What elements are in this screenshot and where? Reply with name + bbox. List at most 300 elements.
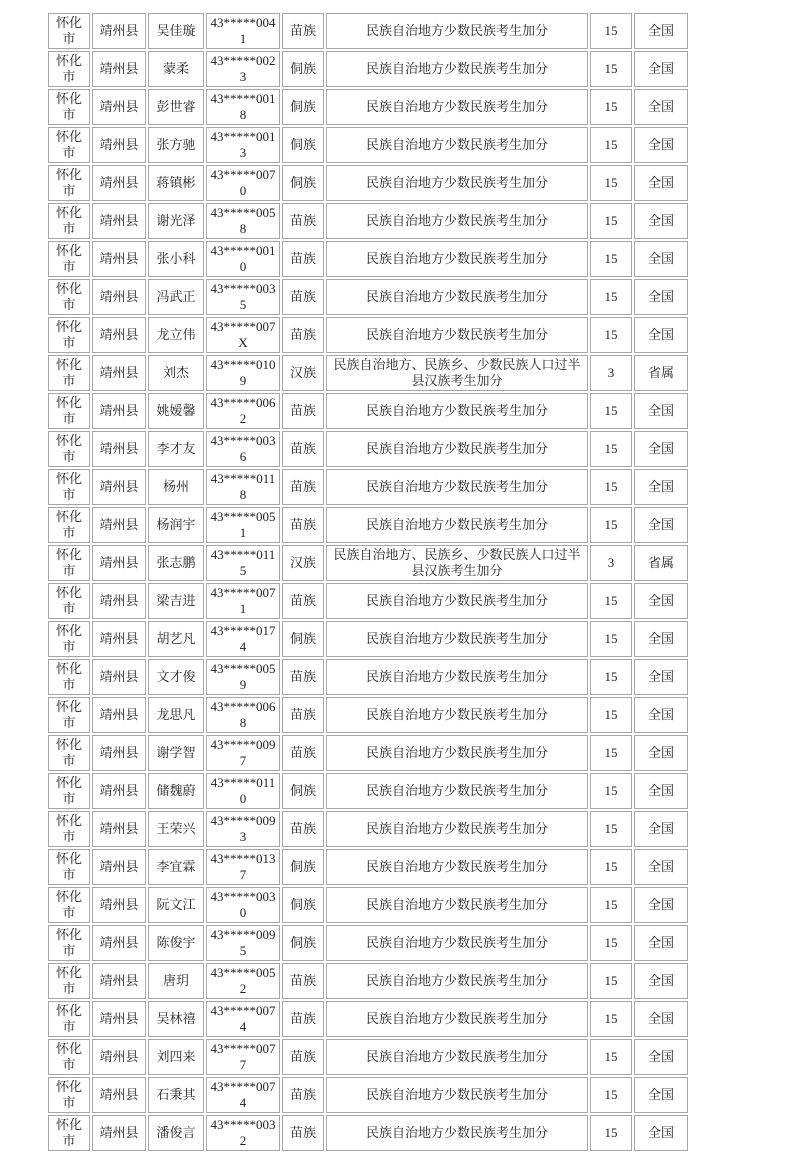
cell-bonus-reason: 民族自治地方、民族乡、少数民族人口过半县汉族考生加分 [326, 355, 588, 391]
cell-city: 怀化市 [48, 127, 90, 163]
cell-county: 靖州县 [92, 659, 146, 695]
cell-city: 怀化市 [48, 963, 90, 999]
cell-scope: 全国 [634, 659, 688, 695]
cell-city: 怀化市 [48, 1001, 90, 1037]
cell-scope: 全国 [634, 1039, 688, 1075]
cell-city: 怀化市 [48, 317, 90, 353]
cell-ethnicity: 苗族 [282, 317, 324, 353]
cell-exam-id [206, 89, 280, 125]
exam-id-line1: 43*****009 [210, 737, 276, 752]
table-row [48, 1039, 688, 1075]
cell-county: 靖州县 [92, 735, 146, 771]
cell-bonus-points: 15 [590, 431, 632, 467]
cell-bonus-reason: 民族自治地方少数民族考生加分 [326, 431, 588, 467]
exam-id-line2: 8 [239, 107, 247, 122]
table-row [48, 659, 688, 695]
cell-city: 怀化市 [48, 51, 90, 87]
exam-id-line1: 43*****017 [210, 623, 276, 638]
cell-exam-id [206, 963, 280, 999]
cell-student-name: 唐玥 [148, 963, 204, 999]
table-body [48, 13, 688, 1151]
cell-ethnicity: 侗族 [282, 89, 324, 125]
cell-bonus-reason: 民族自治地方少数民族考生加分 [326, 469, 588, 505]
cell-bonus-reason: 民族自治地方少数民族考生加分 [326, 507, 588, 543]
exam-id-line2: 7 [239, 1057, 247, 1072]
minority-bonus-roster-table [46, 11, 690, 1153]
cell-bonus-points: 15 [590, 849, 632, 885]
cell-student-name: 张小科 [148, 241, 204, 277]
cell-exam-id [206, 773, 280, 809]
cell-city: 怀化市 [48, 469, 90, 505]
cell-exam-id [206, 849, 280, 885]
exam-id-line1: 43*****001 [210, 129, 276, 144]
cell-county: 靖州县 [92, 621, 146, 657]
cell-bonus-reason: 民族自治地方少数民族考生加分 [326, 13, 588, 49]
cell-scope: 全国 [634, 507, 688, 543]
cell-county: 靖州县 [92, 1001, 146, 1037]
cell-student-name: 王荣兴 [148, 811, 204, 847]
cell-student-name: 胡艺凡 [148, 621, 204, 657]
cell-city: 怀化市 [48, 697, 90, 733]
cell-scope: 全国 [634, 13, 688, 49]
cell-exam-id [206, 241, 280, 277]
cell-exam-id [206, 621, 280, 657]
cell-bonus-points: 15 [590, 887, 632, 923]
exam-id-line2: 3 [239, 829, 247, 844]
cell-bonus-reason: 民族自治地方少数民族考生加分 [326, 1001, 588, 1037]
cell-bonus-reason: 民族自治地方少数民族考生加分 [326, 1039, 588, 1075]
table-row [48, 507, 688, 543]
table-row [48, 279, 688, 315]
exam-id-line1: 43*****007 [210, 319, 276, 334]
cell-city: 怀化市 [48, 773, 90, 809]
cell-county: 靖州县 [92, 355, 146, 391]
cell-ethnicity: 侗族 [282, 51, 324, 87]
cell-exam-id [206, 203, 280, 239]
table-row [48, 431, 688, 467]
cell-city: 怀化市 [48, 811, 90, 847]
cell-scope: 全国 [634, 203, 688, 239]
exam-id-line2: 8 [239, 715, 247, 730]
cell-bonus-reason: 民族自治地方少数民族考生加分 [326, 1077, 588, 1113]
table-row [48, 469, 688, 505]
cell-bonus-reason: 民族自治地方少数民族考生加分 [326, 887, 588, 923]
cell-scope: 全国 [634, 811, 688, 847]
cell-city: 怀化市 [48, 89, 90, 125]
exam-id-line1: 43*****009 [210, 813, 276, 828]
cell-county: 靖州县 [92, 13, 146, 49]
cell-scope: 省属 [634, 545, 688, 581]
table-row [48, 697, 688, 733]
cell-city: 怀化市 [48, 165, 90, 201]
cell-ethnicity: 苗族 [282, 203, 324, 239]
cell-county: 靖州县 [92, 849, 146, 885]
exam-id-line2: 1 [239, 31, 247, 46]
cell-ethnicity: 苗族 [282, 431, 324, 467]
cell-ethnicity: 苗族 [282, 659, 324, 695]
cell-student-name: 蒋镇彬 [148, 165, 204, 201]
cell-bonus-points: 15 [590, 165, 632, 201]
cell-bonus-reason: 民族自治地方少数民族考生加分 [326, 583, 588, 619]
exam-id-line1: 43*****003 [210, 1117, 276, 1132]
cell-scope: 全国 [634, 393, 688, 429]
cell-bonus-points: 15 [590, 1077, 632, 1113]
cell-city: 怀化市 [48, 659, 90, 695]
cell-student-name: 姚嫒馨 [148, 393, 204, 429]
table-row [48, 1077, 688, 1113]
table-row [48, 51, 688, 87]
exam-id-line1: 43*****006 [210, 699, 276, 714]
cell-bonus-points: 15 [590, 127, 632, 163]
cell-county: 靖州县 [92, 241, 146, 277]
cell-bonus-points: 15 [590, 317, 632, 353]
cell-ethnicity: 苗族 [282, 507, 324, 543]
table-row [48, 583, 688, 619]
cell-bonus-reason: 民族自治地方少数民族考生加分 [326, 659, 588, 695]
cell-bonus-reason: 民族自治地方少数民族考生加分 [326, 127, 588, 163]
cell-exam-id [206, 165, 280, 201]
cell-ethnicity: 苗族 [282, 279, 324, 315]
cell-ethnicity: 苗族 [282, 469, 324, 505]
cell-bonus-points: 15 [590, 1039, 632, 1075]
cell-city: 怀化市 [48, 925, 90, 961]
cell-bonus-reason: 民族自治地方少数民族考生加分 [326, 963, 588, 999]
cell-ethnicity: 侗族 [282, 165, 324, 201]
cell-exam-id [206, 925, 280, 961]
cell-exam-id [206, 355, 280, 391]
cell-scope: 全国 [634, 887, 688, 923]
cell-county: 靖州县 [92, 279, 146, 315]
table-row [48, 203, 688, 239]
cell-scope: 省属 [634, 355, 688, 391]
cell-bonus-reason: 民族自治地方少数民族考生加分 [326, 317, 588, 353]
exam-id-line1: 43*****001 [210, 243, 276, 258]
cell-county: 靖州县 [92, 887, 146, 923]
cell-county: 靖州县 [92, 773, 146, 809]
cell-county: 靖州县 [92, 469, 146, 505]
cell-bonus-points: 15 [590, 469, 632, 505]
cell-exam-id [206, 431, 280, 467]
cell-bonus-points: 15 [590, 925, 632, 961]
exam-id-line1: 43*****002 [210, 53, 276, 68]
cell-city: 怀化市 [48, 507, 90, 543]
exam-id-line2: 0 [239, 259, 247, 274]
table-row [48, 1115, 688, 1151]
cell-scope: 全国 [634, 279, 688, 315]
table-row [48, 317, 688, 353]
cell-exam-id [206, 469, 280, 505]
exam-id-line2: 4 [239, 1019, 247, 1034]
exam-id-line2: X [238, 335, 248, 350]
cell-exam-id [206, 51, 280, 87]
exam-id-line1: 43*****011 [210, 471, 276, 486]
exam-id-line2: 2 [239, 981, 247, 996]
cell-exam-id [206, 545, 280, 581]
cell-student-name: 杨润宇 [148, 507, 204, 543]
cell-scope: 全国 [634, 241, 688, 277]
table-row [48, 773, 688, 809]
cell-county: 靖州县 [92, 811, 146, 847]
cell-bonus-points: 15 [590, 963, 632, 999]
cell-bonus-points: 15 [590, 51, 632, 87]
cell-ethnicity: 汉族 [282, 355, 324, 391]
cell-bonus-reason: 民族自治地方少数民族考生加分 [326, 849, 588, 885]
cell-city: 怀化市 [48, 203, 90, 239]
cell-exam-id [206, 1039, 280, 1075]
cell-ethnicity: 苗族 [282, 13, 324, 49]
cell-exam-id [206, 13, 280, 49]
exam-id-line1: 43*****013 [210, 851, 276, 866]
cell-student-name: 梁吉进 [148, 583, 204, 619]
cell-ethnicity: 苗族 [282, 811, 324, 847]
table-row [48, 811, 688, 847]
cell-student-name: 吴佳璇 [148, 13, 204, 49]
table-row [48, 165, 688, 201]
cell-student-name: 张方驰 [148, 127, 204, 163]
exam-id-line1: 43*****005 [210, 509, 276, 524]
exam-id-line1: 43*****005 [210, 205, 276, 220]
cell-student-name: 刘杰 [148, 355, 204, 391]
cell-county: 靖州县 [92, 1077, 146, 1113]
cell-bonus-points: 15 [590, 241, 632, 277]
cell-student-name: 张志鹏 [148, 545, 204, 581]
cell-ethnicity: 苗族 [282, 583, 324, 619]
exam-id-line2: 9 [239, 677, 247, 692]
cell-city: 怀化市 [48, 241, 90, 277]
cell-county: 靖州县 [92, 203, 146, 239]
exam-id-line2: 1 [239, 525, 247, 540]
exam-id-line1: 43*****011 [210, 547, 276, 562]
cell-city: 怀化市 [48, 545, 90, 581]
cell-bonus-reason: 民族自治地方少数民族考生加分 [326, 279, 588, 315]
cell-scope: 全国 [634, 773, 688, 809]
cell-scope: 全国 [634, 925, 688, 961]
cell-city: 怀化市 [48, 279, 90, 315]
cell-bonus-points: 15 [590, 659, 632, 695]
cell-county: 靖州县 [92, 507, 146, 543]
table-row [48, 849, 688, 885]
exam-id-line1: 43*****006 [210, 395, 276, 410]
cell-bonus-reason: 民族自治地方少数民族考生加分 [326, 203, 588, 239]
exam-id-line2: 3 [239, 145, 247, 160]
cell-scope: 全国 [634, 89, 688, 125]
exam-id-line2: 0 [239, 183, 247, 198]
cell-ethnicity: 侗族 [282, 887, 324, 923]
cell-bonus-points: 15 [590, 773, 632, 809]
cell-bonus-reason: 民族自治地方少数民族考生加分 [326, 165, 588, 201]
cell-bonus-reason: 民族自治地方少数民族考生加分 [326, 621, 588, 657]
cell-scope: 全国 [634, 469, 688, 505]
cell-ethnicity: 苗族 [282, 1039, 324, 1075]
cell-city: 怀化市 [48, 621, 90, 657]
cell-scope: 全国 [634, 165, 688, 201]
cell-county: 靖州县 [92, 545, 146, 581]
cell-ethnicity: 苗族 [282, 1115, 324, 1151]
cell-scope: 全国 [634, 317, 688, 353]
exam-id-line2: 4 [239, 1095, 247, 1110]
cell-student-name: 蒙柔 [148, 51, 204, 87]
exam-id-line2: 7 [239, 753, 247, 768]
exam-id-line1: 43*****003 [210, 281, 276, 296]
cell-scope: 全国 [634, 849, 688, 885]
cell-city: 怀化市 [48, 431, 90, 467]
table-row [48, 735, 688, 771]
cell-bonus-reason: 民族自治地方少数民族考生加分 [326, 241, 588, 277]
exam-id-line2: 2 [239, 411, 247, 426]
cell-exam-id [206, 393, 280, 429]
cell-bonus-points: 15 [590, 89, 632, 125]
cell-exam-id [206, 507, 280, 543]
cell-exam-id [206, 697, 280, 733]
cell-bonus-points: 15 [590, 13, 632, 49]
cell-county: 靖州县 [92, 393, 146, 429]
cell-bonus-points: 15 [590, 1115, 632, 1151]
cell-bonus-points: 15 [590, 507, 632, 543]
cell-student-name: 石秉其 [148, 1077, 204, 1113]
cell-bonus-points: 15 [590, 583, 632, 619]
table-row [48, 925, 688, 961]
cell-student-name: 谢学智 [148, 735, 204, 771]
cell-bonus-points: 15 [590, 621, 632, 657]
cell-county: 靖州县 [92, 317, 146, 353]
cell-ethnicity: 侗族 [282, 849, 324, 885]
exam-id-line1: 43*****003 [210, 889, 276, 904]
cell-county: 靖州县 [92, 1115, 146, 1151]
exam-id-line2: 0 [239, 905, 247, 920]
cell-county: 靖州县 [92, 431, 146, 467]
cell-exam-id [206, 811, 280, 847]
cell-city: 怀化市 [48, 735, 90, 771]
cell-student-name: 储魏蔚 [148, 773, 204, 809]
table-row [48, 621, 688, 657]
cell-bonus-reason: 民族自治地方、民族乡、少数民族人口过半县汉族考生加分 [326, 545, 588, 581]
cell-exam-id [206, 1077, 280, 1113]
cell-student-name: 龙思凡 [148, 697, 204, 733]
cell-bonus-reason: 民族自治地方少数民族考生加分 [326, 697, 588, 733]
cell-ethnicity: 侗族 [282, 127, 324, 163]
exam-id-line1: 43*****010 [210, 357, 276, 372]
cell-student-name: 杨州 [148, 469, 204, 505]
table-row [48, 1001, 688, 1037]
cell-student-name: 李宜霖 [148, 849, 204, 885]
table-row [48, 963, 688, 999]
cell-exam-id [206, 279, 280, 315]
cell-county: 靖州县 [92, 963, 146, 999]
table-row [48, 241, 688, 277]
cell-ethnicity: 苗族 [282, 241, 324, 277]
cell-bonus-reason: 民族自治地方少数民族考生加分 [326, 735, 588, 771]
cell-scope: 全国 [634, 1115, 688, 1151]
cell-bonus-reason: 民族自治地方少数民族考生加分 [326, 1115, 588, 1151]
exam-id-line1: 43*****007 [210, 1041, 276, 1056]
cell-city: 怀化市 [48, 849, 90, 885]
cell-scope: 全国 [634, 127, 688, 163]
cell-city: 怀化市 [48, 583, 90, 619]
exam-id-line2: 3 [239, 69, 247, 84]
cell-bonus-reason: 民族自治地方少数民族考生加分 [326, 51, 588, 87]
cell-scope: 全国 [634, 583, 688, 619]
cell-county: 靖州县 [92, 51, 146, 87]
exam-id-line2: 8 [239, 487, 247, 502]
table-row [48, 355, 688, 391]
cell-scope: 全国 [634, 1077, 688, 1113]
cell-student-name: 刘四来 [148, 1039, 204, 1075]
cell-student-name: 谢光泽 [148, 203, 204, 239]
cell-bonus-points: 15 [590, 203, 632, 239]
exam-id-line2: 8 [239, 221, 247, 236]
cell-bonus-reason: 民族自治地方少数民族考生加分 [326, 811, 588, 847]
cell-exam-id [206, 887, 280, 923]
cell-city: 怀化市 [48, 393, 90, 429]
cell-bonus-points: 15 [590, 735, 632, 771]
cell-county: 靖州县 [92, 127, 146, 163]
cell-student-name: 龙立伟 [148, 317, 204, 353]
cell-scope: 全国 [634, 963, 688, 999]
table-row [48, 89, 688, 125]
cell-scope: 全国 [634, 51, 688, 87]
cell-exam-id [206, 735, 280, 771]
cell-student-name: 吴林禧 [148, 1001, 204, 1037]
cell-scope: 全国 [634, 735, 688, 771]
exam-id-line1: 43*****011 [210, 775, 276, 790]
exam-id-line2: 5 [239, 297, 247, 312]
exam-id-line2: 7 [239, 867, 247, 882]
cell-bonus-points: 3 [590, 355, 632, 391]
cell-bonus-points: 15 [590, 393, 632, 429]
exam-id-line2: 5 [239, 943, 247, 958]
table-row [48, 887, 688, 923]
cell-ethnicity: 苗族 [282, 1077, 324, 1113]
cell-ethnicity: 侗族 [282, 925, 324, 961]
cell-scope: 全国 [634, 697, 688, 733]
cell-student-name: 陈俊宇 [148, 925, 204, 961]
cell-exam-id [206, 127, 280, 163]
cell-bonus-points: 15 [590, 279, 632, 315]
cell-ethnicity: 汉族 [282, 545, 324, 581]
cell-exam-id [206, 1001, 280, 1037]
cell-city: 怀化市 [48, 887, 90, 923]
cell-bonus-points: 15 [590, 697, 632, 733]
exam-id-line2: 6 [239, 449, 247, 464]
cell-bonus-points: 3 [590, 545, 632, 581]
cell-city: 怀化市 [48, 1115, 90, 1151]
cell-bonus-reason: 民族自治地方少数民族考生加分 [326, 393, 588, 429]
cell-exam-id [206, 659, 280, 695]
exam-id-line1: 43*****007 [210, 1003, 276, 1018]
cell-exam-id [206, 317, 280, 353]
cell-ethnicity: 苗族 [282, 963, 324, 999]
exam-id-line2: 9 [239, 373, 247, 388]
cell-scope: 全国 [634, 1001, 688, 1037]
exam-id-line1: 43*****007 [210, 585, 276, 600]
table-row [48, 393, 688, 429]
cell-student-name: 冯武正 [148, 279, 204, 315]
exam-id-line1: 43*****003 [210, 433, 276, 448]
cell-scope: 全国 [634, 621, 688, 657]
exam-id-line1: 43*****004 [210, 15, 276, 30]
cell-exam-id [206, 583, 280, 619]
exam-id-line1: 43*****007 [210, 167, 276, 182]
cell-bonus-points: 15 [590, 811, 632, 847]
cell-student-name: 文才俊 [148, 659, 204, 695]
cell-bonus-reason: 民族自治地方少数民族考生加分 [326, 925, 588, 961]
table-row [48, 13, 688, 49]
cell-student-name: 李才友 [148, 431, 204, 467]
exam-id-line1: 43*****005 [210, 661, 276, 676]
cell-ethnicity: 苗族 [282, 697, 324, 733]
cell-student-name: 彭世睿 [148, 89, 204, 125]
cell-ethnicity: 苗族 [282, 393, 324, 429]
